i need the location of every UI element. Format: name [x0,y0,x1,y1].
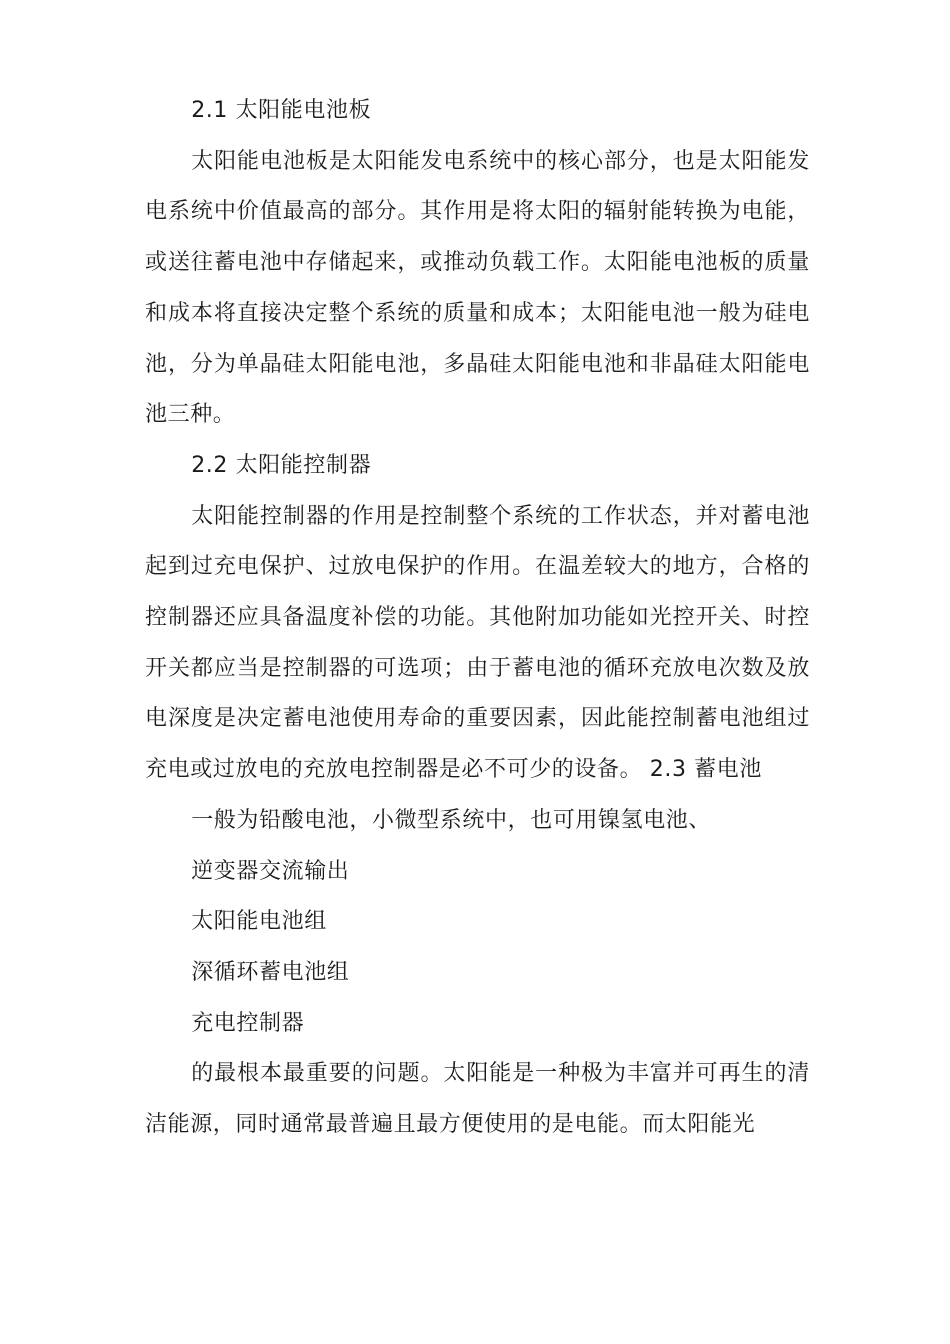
paragraph-solar-controller: 太阳能控制器的作用是控制整个系统的工作状态，并对蓄电池起到过充电保护、过放电保护的作用。在温差较大的地方，合格的控制器还应具备温度补偿的功能。其他附加功能如光控开关、时控开关都应当是控制器的可选项；由于蓄电池的循环充放电次数及放电深度是决定蓄电池使用寿命的重要因素，因此能控制蓄电池组过充电或过放电的充放电控制器是必不可少的设备。 2.3 蓄电池 [145,503,810,783]
paragraph-solar-panel: 太阳能电池板是太阳能发电系统中的核心部分，也是太阳能发电系统中价值最高的部分。其作用是将太阳的辐射能转换为电能，或送往蓄电池中存储起来，或推动负载工作。太阳能电池板的质量和成本将直接决定整个系统的质量和成本；太阳能电池一般为硅电池，分为单晶硅太阳能电池，多晶硅太阳能电池和非晶硅太阳能电池三种。 [145,148,810,428]
paragraph-closing: 的最根本最重要的问题。太阳能是一种极为丰富并可再生的清洁能源，同时通常最普遍且最方便使用的是电能。而太阳能光 [145,1061,810,1138]
label-charge-controller: 充电控制器 [191,1010,305,1036]
section-heading-2-1: 2.1 太阳能电池板 [191,98,372,123]
label-solar-array: 太阳能电池组 [191,909,327,935]
label-inverter-output: 逆变器交流输出 [191,858,350,884]
paragraph-battery: 一般为铅酸电池，小微型系统中，也可用镍氢电池、 [191,807,711,833]
document-body [145,86,810,1151]
label-battery-bank: 深循环蓄电池组 [191,959,350,985]
section-heading-2-2: 2.2 太阳能控制器 [191,452,372,478]
